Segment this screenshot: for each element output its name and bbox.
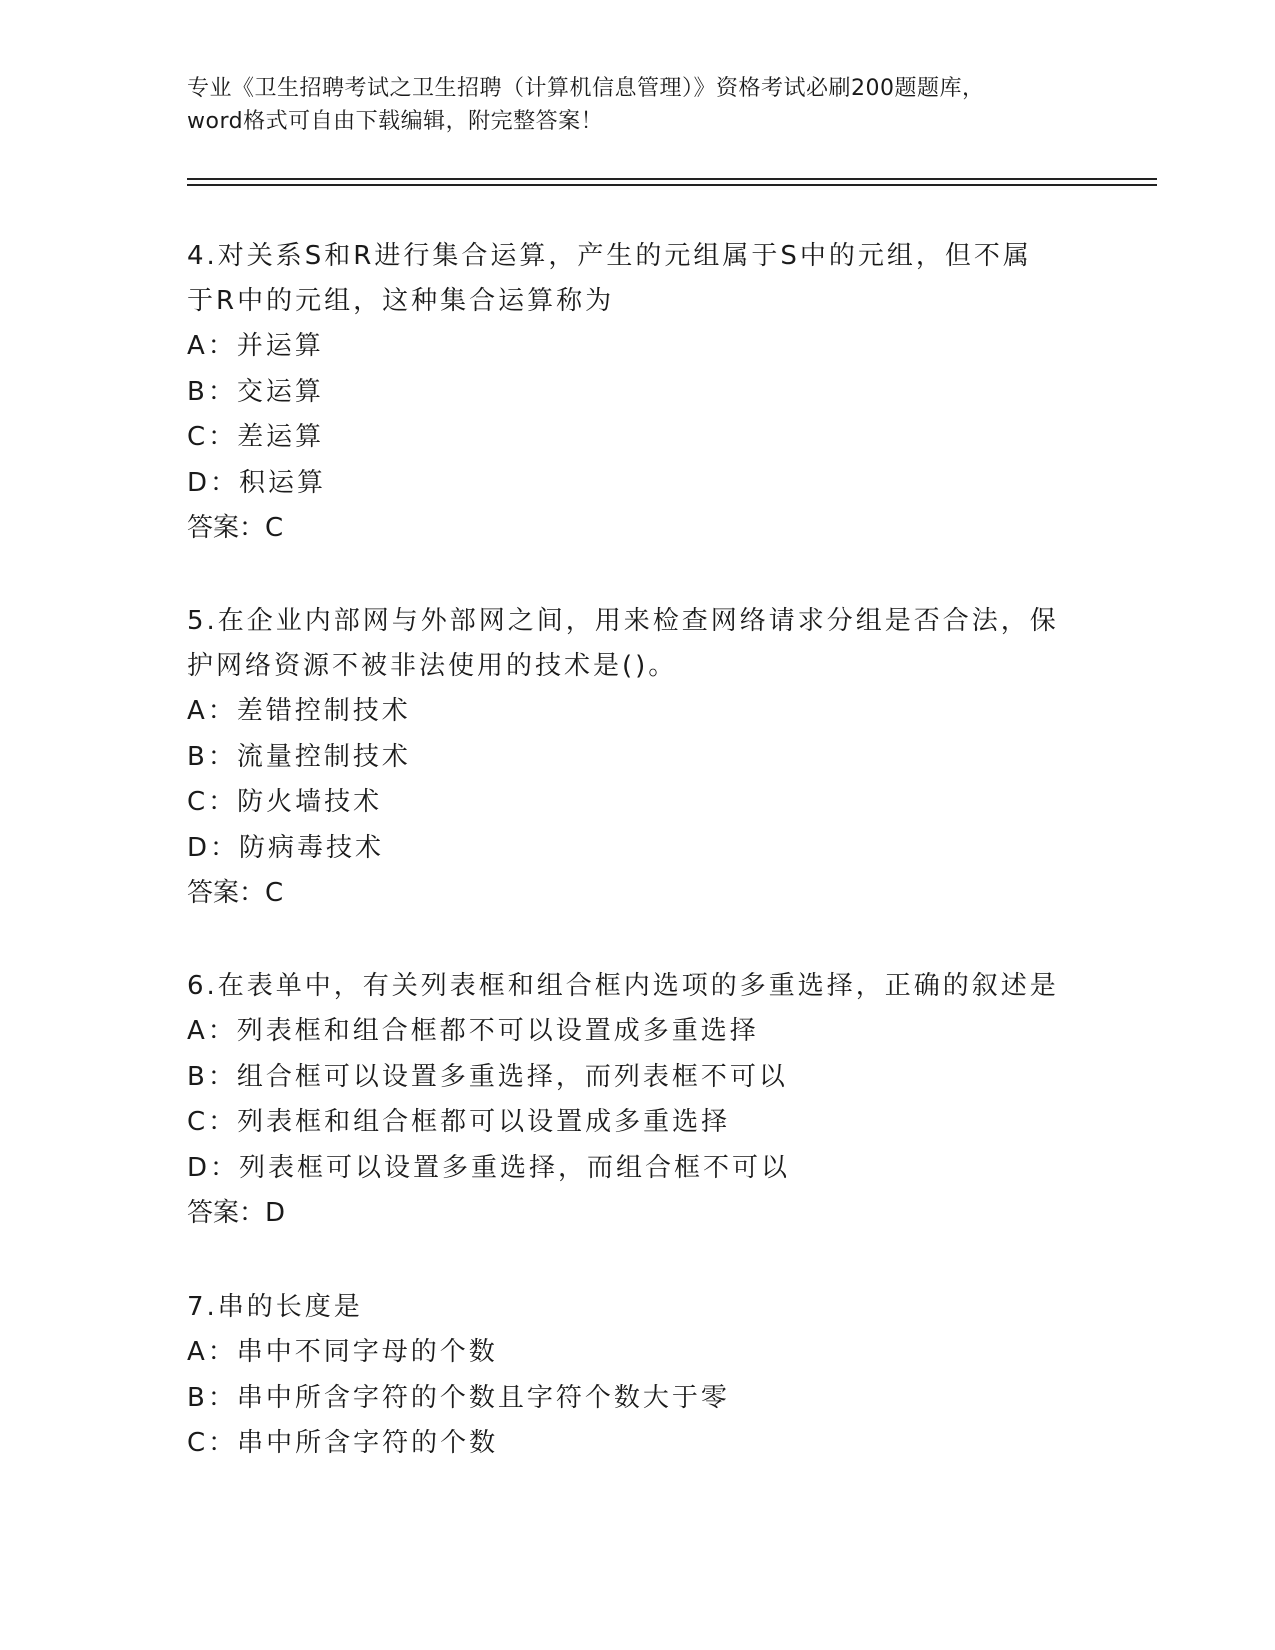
header-line-2: word格式可自由下载编辑，附完整答案！ <box>187 109 604 134</box>
question-7 <box>187 1285 1087 1467</box>
document-header <box>187 72 1087 138</box>
option-a: A：差错控制技术 <box>187 696 411 726</box>
option-a: A：列表框和组合框都不可以设置成多重选择 <box>187 1016 759 1046</box>
option-b: B：流量控制技术 <box>187 741 411 772</box>
answer-label: 答案：D <box>187 1198 286 1228</box>
answer-label: 答案：C <box>187 878 284 908</box>
option-d: D：列表框可以设置多重选择，而组合框不可以 <box>187 1152 791 1183</box>
question-stem-line: 6.在表单中，有关列表框和组合框内选项的多重选择，正确的叙述是 <box>187 971 1059 1001</box>
header-divider-bottom <box>187 184 1157 186</box>
question-stem-line: 于R中的元组，这种集合运算称为 <box>187 286 615 316</box>
question-stem-line: 7.串的长度是 <box>187 1292 363 1322</box>
option-a: A：串中不同字母的个数 <box>187 1337 498 1367</box>
option-b: B：组合框可以设置多重选择，而列表框不可以 <box>187 1061 788 1092</box>
question-4 <box>187 234 1087 551</box>
option-d: D：防病毒技术 <box>187 832 385 863</box>
option-b: B：交运算 <box>187 376 324 407</box>
option-b: B：串中所含字符的个数且字符个数大于零 <box>187 1382 730 1413</box>
option-c: C：串中所含字符的个数 <box>187 1428 499 1458</box>
option-c: C：防火墙技术 <box>187 787 383 817</box>
answer-label: 答案：C <box>187 513 284 543</box>
option-c: C：差运算 <box>187 422 325 452</box>
question-stem-line: 4.对关系S和R进行集合运算，产生的元组属于S中的元组，但不属 <box>187 241 1032 271</box>
option-c: C：列表框和组合框都可以设置成多重选择 <box>187 1107 731 1137</box>
question-stem-line: 5.在企业内部网与外部网之间，用来检查网络请求分组是否合法，保 <box>187 606 1059 636</box>
option-a: A：并运算 <box>187 331 324 361</box>
question-6 <box>187 964 1087 1236</box>
option-d: D：积运算 <box>187 467 327 498</box>
header-line-1: 专业《卫生招聘考试之卫生招聘（计算机信息管理）》资格考试必刷200题题库， <box>187 76 985 101</box>
header-divider-top <box>187 178 1157 180</box>
question-5 <box>187 599 1087 916</box>
question-stem-line: 护网络资源不被非法使用的技术是()。 <box>187 651 678 681</box>
